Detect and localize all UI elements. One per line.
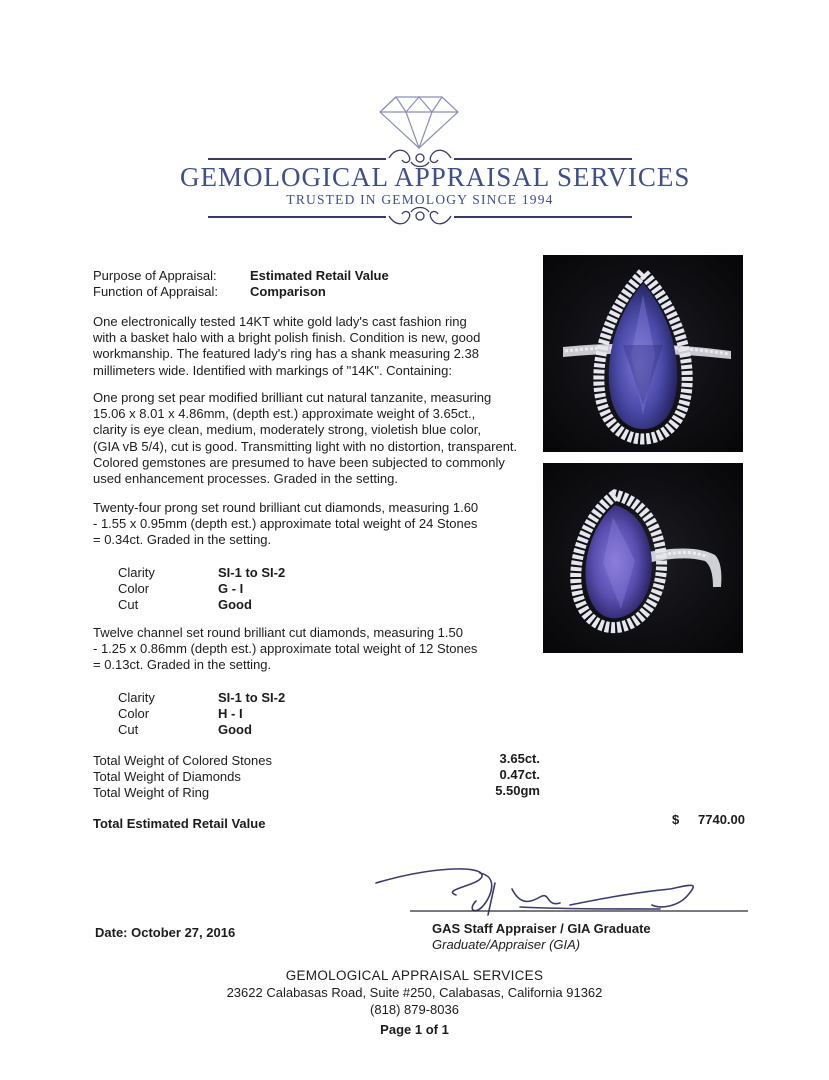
currency-symbol: $ xyxy=(672,812,680,827)
brand-name: GEMOLOGICAL APPRAISAL SERVICES xyxy=(180,162,691,192)
signer-subtitle: Graduate/Appraiser (GIA) xyxy=(432,937,581,952)
diamond-logo-icon xyxy=(378,94,460,150)
purpose-label: Purpose of Appraisal: xyxy=(93,268,217,283)
ring-description-line: One electronically tested 14KT white gold lady's cast fashion ring xyxy=(93,314,467,329)
tanzanite-description-line: One prong set pear modified brilliant cut natural tanzanite, measuring xyxy=(93,390,492,405)
appraisal-date: Date: October 27, 2016 xyxy=(95,925,236,940)
footer-address: 23622 Calabasas Road, Suite #250, Calabasas, California 91362 xyxy=(226,985,603,1000)
header-top-rule-left xyxy=(208,158,386,160)
ring-description-line: workmanship. The featured lady's ring has a shank measuring 2.38 xyxy=(93,346,479,362)
grade-color-value: G - I xyxy=(218,581,244,596)
brand-tagline: TRUSTED IN GEMOLOGY SINCE 1994 xyxy=(286,192,554,207)
grade-color-label: Color xyxy=(118,706,150,721)
ring-description-line: millimeters wide. Identified with markings of "14K". Containing: xyxy=(93,362,452,378)
grade-clarity-label: Clarity xyxy=(118,690,155,705)
total-colored-value: 3.65ct. xyxy=(499,751,540,766)
ring-description xyxy=(93,314,543,379)
purpose-value: Estimated Retail Value xyxy=(250,268,389,283)
grade-clarity-value: SI-1 to SI-2 xyxy=(218,690,286,705)
ring-description-line: with a basket halo with a bright polish finish. Condition is new, good xyxy=(93,330,481,346)
signer-title: GAS Staff Appraiser / GIA Graduate xyxy=(432,921,651,936)
grade-clarity-label: Clarity xyxy=(118,565,155,580)
tanzanite-description-line: 15.06 x 8.01 x 4.86mm, (depth est.) approximate weight of 3.65ct., xyxy=(93,406,476,422)
tanzanite-description-line: (GIA vB 5/4), cut is good. Transmitting light with no distortion, transparent. xyxy=(93,438,518,454)
ring-front-illustration xyxy=(543,255,743,452)
footer-company: GEMOLOGICAL APPRAISAL SERVICES xyxy=(285,968,544,983)
tanzanite-description-line: clarity is eye clean, medium, moderately strong, violetish blue color, xyxy=(93,422,482,438)
grade-cut-label: Cut xyxy=(118,597,139,612)
header-top-rule-right xyxy=(454,158,632,160)
total-ring-value: 5.50gm xyxy=(495,783,540,798)
header-bottom-rule-left xyxy=(208,216,386,218)
total-colored-label: Total Weight of Colored Stones xyxy=(93,753,272,768)
total-estimate-value: 7740.00 xyxy=(698,812,745,827)
footer-phone: (818) 879-8036 xyxy=(370,1002,459,1017)
total-diamonds-value: 0.47ct. xyxy=(499,767,540,782)
ring-photo-front xyxy=(543,255,743,452)
grade-cut-value: Good xyxy=(218,722,252,737)
ring-angle-illustration xyxy=(543,463,743,653)
grade-color-value: H - I xyxy=(218,706,243,721)
ring-photo-angle xyxy=(543,463,743,653)
grade-color-label: Color xyxy=(118,581,150,596)
diamonds-prong-line: - 1.55 x 0.95mm (depth est.) approximate total weight of 24 Stones xyxy=(93,516,478,532)
diamonds-channel-line: Twelve channel set round brilliant cut diamonds, measuring 1.50 xyxy=(93,625,463,640)
appraiser-signature xyxy=(370,855,750,925)
grade-clarity-value: SI-1 to SI-2 xyxy=(218,565,286,580)
total-diamonds-label: Total Weight of Diamonds xyxy=(93,769,241,784)
grade-cut-value: Good xyxy=(218,597,252,612)
tanzanite-description xyxy=(93,390,543,487)
bottom-flourish-icon xyxy=(385,204,455,228)
diamonds-channel-line: = 0.13ct. Graded in the setting. xyxy=(93,657,272,673)
diamonds-prong-line: = 0.34ct. Graded in the setting. xyxy=(93,532,272,548)
function-value: Comparison xyxy=(250,284,326,299)
diamonds-prong-line: Twenty-four prong set round brilliant cut diamonds, measuring 1.60 xyxy=(93,500,479,515)
total-estimate-label: Total Estimated Retail Value xyxy=(93,816,266,831)
tanzanite-description-line: Colored gemstones are presumed to have been subjected to commonly xyxy=(93,454,505,470)
header-bottom-rule-right xyxy=(454,216,632,218)
function-label: Function of Appraisal: xyxy=(93,284,219,299)
page-number: Page 1 of 1 xyxy=(380,1022,449,1037)
diamonds-prong-description xyxy=(93,500,543,549)
diamonds-channel-line: - 1.25 x 0.86mm (depth est.) approximate total weight of 12 Stones xyxy=(93,641,478,657)
tanzanite-description-line: used enhancement processes. Graded in the setting. xyxy=(93,471,398,487)
grade-cut-label: Cut xyxy=(118,722,139,737)
total-ring-label: Total Weight of Ring xyxy=(93,785,210,800)
diamonds-channel-description xyxy=(93,625,543,674)
